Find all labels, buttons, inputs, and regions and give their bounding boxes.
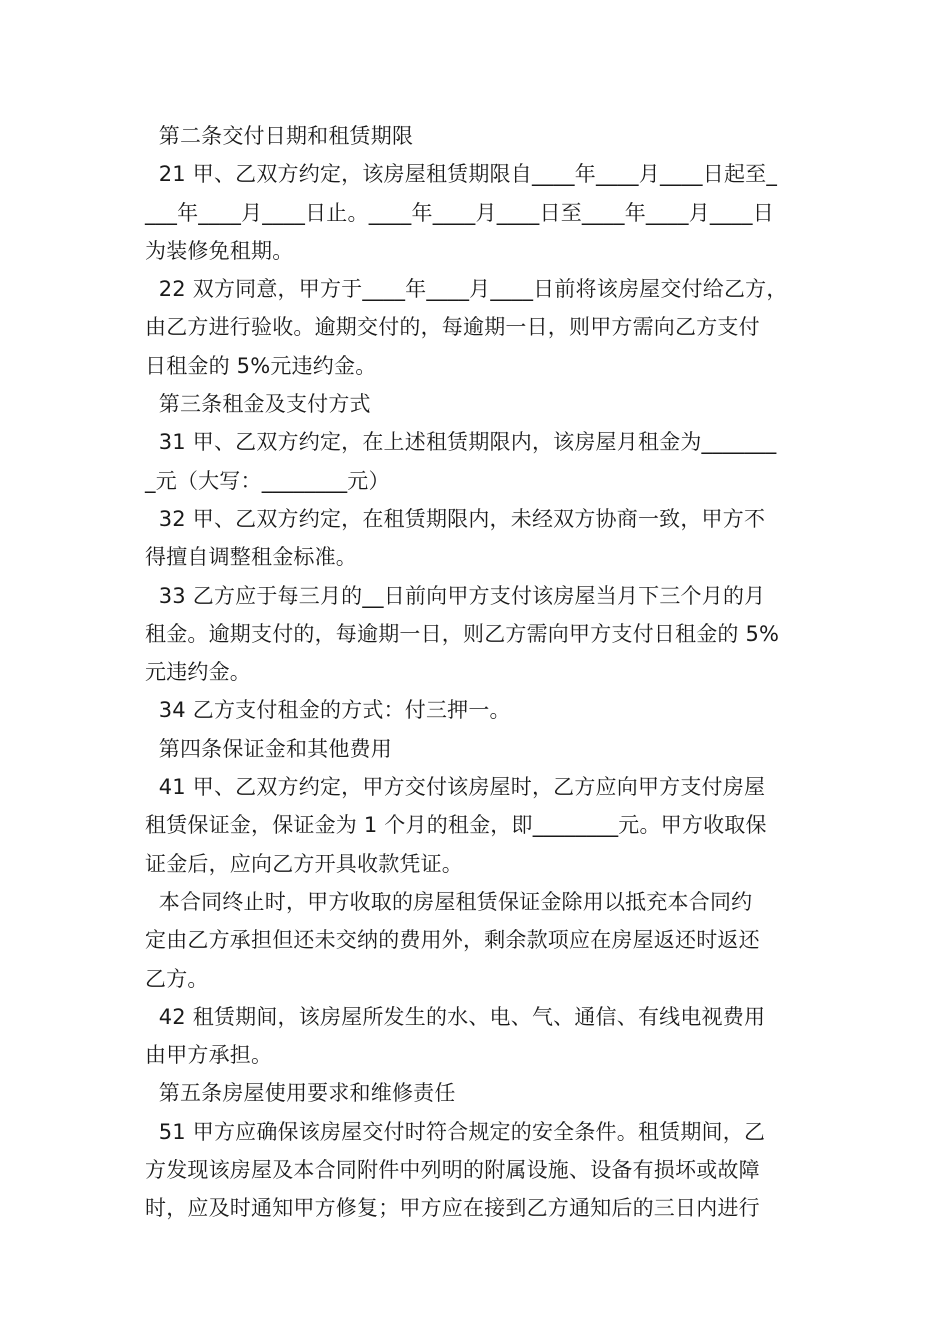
clause-3-3-line-3: 元违约金。	[145, 660, 251, 685]
clause-2-1-line-1: 21 甲、乙双方约定，该房屋租赁期限自____年____月____日起至_	[145, 162, 778, 187]
clause-2-1-line-2: ___年____月____日止。____年____月____日至____年____月____日	[145, 200, 774, 225]
clause-4-2-line-1: 42 租赁期间，该房屋所发生的水、电、气、通信、有线电视费用	[145, 1004, 766, 1029]
document-body	[145, 117, 815, 1228]
clause-5-1-line-2: 方发现该房屋及本合同附件中列明的附属设施、设备有损坏或故障	[145, 1158, 760, 1183]
clause-2-2-line-1: 22 双方同意，甲方于____年____月____日前将该房屋交付给乙方，	[145, 277, 788, 302]
clause-5-1-line-1: 51 甲方应确保该房屋交付时符合规定的安全条件。租赁期间，乙	[145, 1119, 766, 1144]
clause-4-1-line-3: 证金后，应向乙方开具收款凭证。	[145, 851, 463, 876]
clause-3-2-line-1: 32 甲、乙双方约定，在租赁期限内，未经双方协商一致，甲方不	[145, 506, 766, 531]
clause-3-4-line-1: 34 乙方支付租金的方式：付三押一。	[145, 698, 511, 723]
clause-4-1b-line-2: 定由乙方承担但还未交纳的费用外，剩余款项应在房屋返还时返还	[145, 928, 760, 953]
clause-2-2-line-2: 由乙方进行验收。逾期交付的，每逾期一日，则甲方需向乙方支付	[145, 315, 760, 340]
section-heading-5: 第五条房屋使用要求和维修责任	[145, 1081, 456, 1106]
clause-4-2-line-2: 由甲方承担。	[145, 1043, 273, 1068]
clause-4-1b-line-3: 乙方。	[145, 966, 209, 991]
section-heading-3: 第三条租金及支付方式	[145, 392, 371, 417]
clause-3-1-line-1: 31 甲、乙双方约定，在上述租赁期限内，该房屋月租金为_______	[145, 430, 777, 455]
clause-3-3-line-2: 租金。逾期支付的，每逾期一日，则乙方需向甲方支付日租金的 5%	[145, 621, 780, 646]
clause-2-2-line-3: 日租金的 5%元违约金。	[145, 353, 377, 378]
clause-4-1b-line-1: 本合同终止时，甲方收取的房屋租赁保证金除用以抵充本合同约	[145, 889, 753, 914]
section-heading-4: 第四条保证金和其他费用	[145, 736, 392, 761]
clause-3-3-line-1: 33 乙方应于每三月的__日前向甲方支付该房屋当月下三个月的月	[145, 583, 766, 608]
clause-5-1-line-3: 时，应及时通知甲方修复；甲方应在接到乙方通知后的三日内进行	[145, 1196, 760, 1221]
clause-3-1-line-2: _元（大写：________元）	[145, 468, 390, 493]
clause-4-1-line-1: 41 甲、乙双方约定，甲方交付该房屋时，乙方应向甲方支付房屋	[145, 775, 766, 800]
clause-4-1-line-2: 租赁保证金，保证金为 1 个月的租金，即________元。甲方收取保	[145, 813, 767, 838]
clause-3-2-line-2: 得擅自调整租金标准。	[145, 545, 357, 570]
clause-2-1-line-3: 为装修免租期。	[145, 238, 294, 263]
section-heading-2: 第二条交付日期和租赁期限	[145, 124, 414, 148]
